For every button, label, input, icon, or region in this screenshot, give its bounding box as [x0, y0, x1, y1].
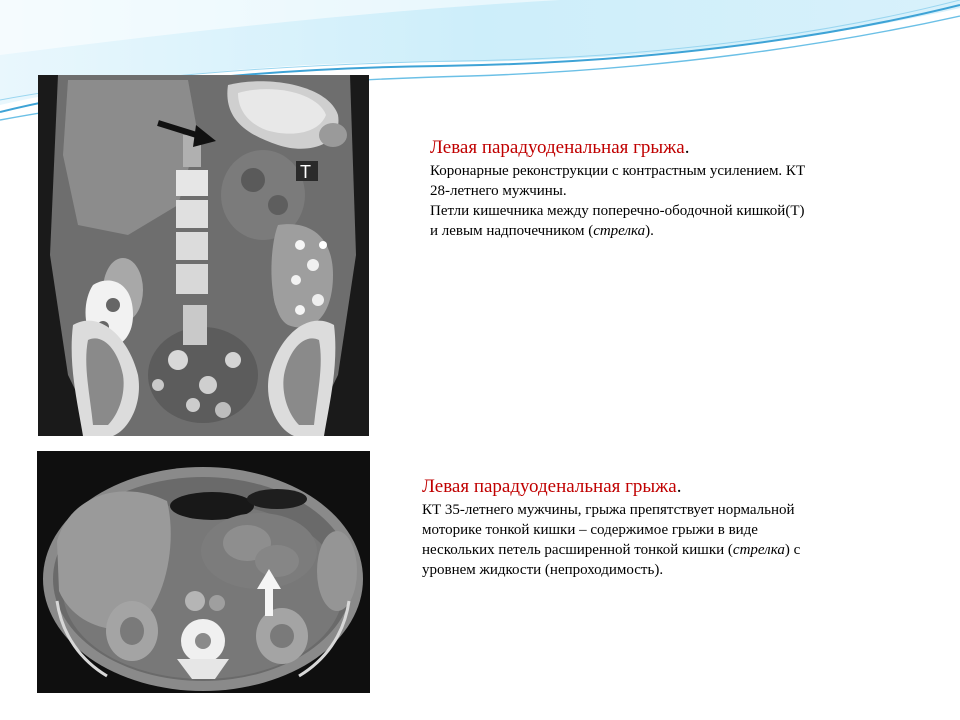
caption-1-line-2: 28-летнего мужчины. — [430, 183, 567, 199]
caption-1-line-4-start: и левым надпочечником ( — [430, 223, 594, 239]
ct-coronal-image — [38, 75, 369, 436]
caption-block-2 — [422, 474, 922, 580]
caption-1-arrow-word: стрелка — [593, 223, 646, 239]
caption-1-line-3: Петли кишечника между поперечно-ободочной кишкой(Т) — [430, 203, 805, 219]
caption-2-title-text: Левая парадуоденальная грыжа — [422, 476, 677, 497]
caption-2-line-3 — [422, 540, 922, 560]
caption-2-line-1: КТ 35-летнего мужчины, грыжа препятствует нормальной — [422, 502, 795, 518]
caption-2-line-3-end: ) с — [784, 542, 801, 558]
ct-label-t: T — [300, 162, 311, 182]
caption-2-arrow-word: стрелка — [732, 542, 785, 558]
ct-axial-image — [37, 451, 370, 693]
caption-2-line-2: моторике тонкой кишки – содержимое грыжи в виде — [422, 522, 758, 538]
caption-2-line-4: уровнем жидкости (непроходимость). — [422, 562, 664, 578]
caption-1-line-4 — [430, 221, 910, 241]
caption-block-1 — [430, 135, 910, 241]
caption-1-title-period: . — [684, 137, 690, 158]
caption-1-line-1: Коронарные реконструкции с контрастным усилением. КТ — [430, 163, 806, 179]
caption-2-title — [422, 474, 922, 500]
caption-1-title-text: Левая парадуоденальная грыжа — [430, 137, 685, 158]
caption-2-line-3-start: нескольких петель расширенной тонкой кишки ( — [422, 542, 733, 558]
caption-2-title-period: . — [676, 476, 682, 497]
caption-1-title — [430, 135, 910, 161]
caption-1-line-4-end: ). — [645, 223, 654, 239]
